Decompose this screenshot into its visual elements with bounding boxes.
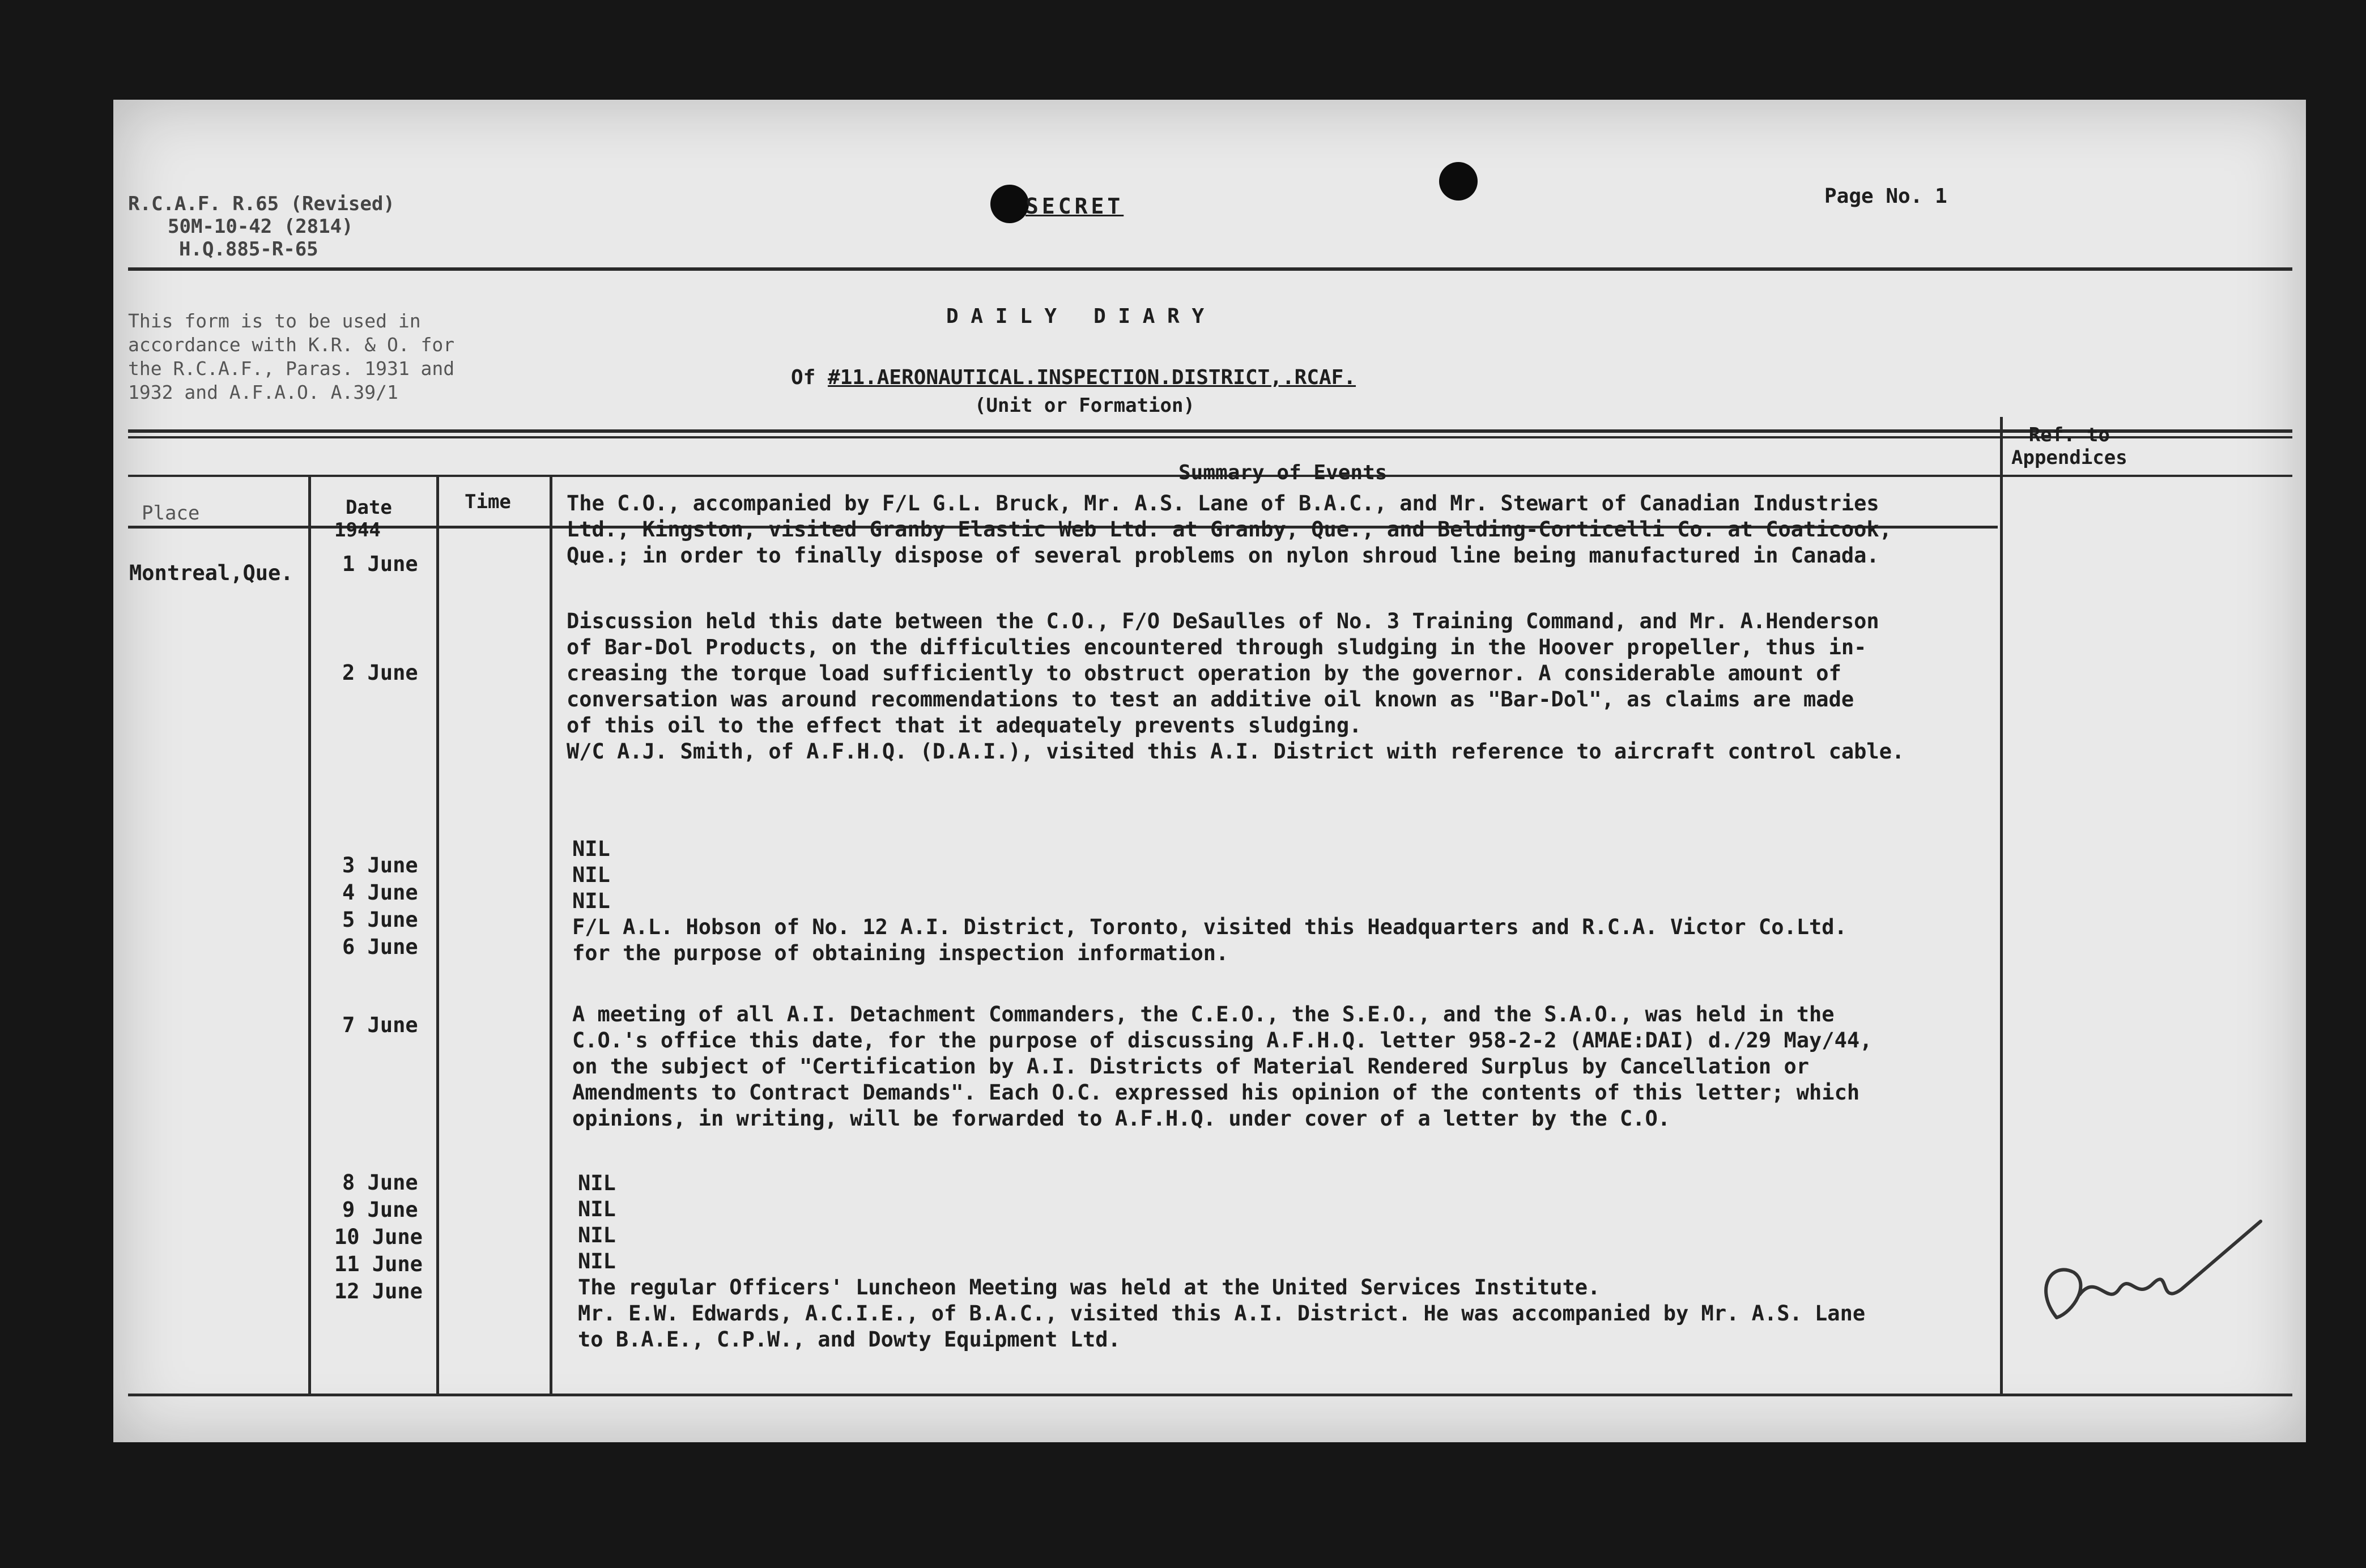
event-line: creasing the torque load sufficiently to obstruct operation by the governor. A considerable amount of: [567, 661, 1841, 685]
diary-title: D A I L Y D I A R Y: [946, 305, 1205, 328]
event-line: NIL: [578, 1223, 616, 1247]
handwritten-initials-signature: [2023, 1176, 2289, 1346]
date-cell: 3 June: [342, 853, 418, 877]
unit-line: [791, 366, 1356, 389]
event-line: Mr. E.W. Edwards, A.C.I.E., of B.A.C., visited this A.I. District. He was accompanied by Mr. A.S. Lane: [578, 1301, 1866, 1326]
column-header-ref: [2011, 424, 2127, 469]
column-divider-date: [436, 475, 439, 1394]
date-cell: 8 June: [342, 1170, 418, 1195]
event-line: A meeting of all A.I. Detachment Commanders, the C.E.O., the S.E.O., and the S.A.O., was held in the: [572, 1002, 1835, 1026]
event-line: conversation was around recommendations to test an additive oil known as "Bar-Dol", as claims are made: [567, 687, 1854, 711]
date-cell: 10 June: [334, 1225, 423, 1249]
event-line: F/L A.L. Hobson of No. 12 A.I. District, Toronto, visited this Headquarters and R.C.A. Victor Co.Ltd.: [572, 915, 1847, 939]
table-top-rule: [128, 436, 2292, 438]
header-rule: [128, 267, 2292, 271]
unit-prefix: Of: [791, 366, 816, 389]
date-cell: 11 June: [334, 1252, 423, 1276]
instruction-line: This form is to be used in: [128, 310, 421, 332]
diary-page: [113, 100, 2306, 1442]
date-cell: 2 June: [342, 661, 418, 685]
event-line: Amendments to Contract Demands". Each O.C. expressed his opinion of the contents of this letter; which: [572, 1080, 1860, 1105]
form-id: [128, 193, 395, 261]
column-header-year: 1944: [334, 519, 381, 542]
date-cell: 5 June: [342, 907, 418, 932]
event-line: NIL: [578, 1197, 616, 1221]
event-line: for the purpose of obtaining inspection information.: [572, 941, 1229, 965]
instruction-line: the R.C.A.F., Paras. 1931 and: [128, 357, 455, 380]
date-cell: 9 June: [342, 1198, 418, 1222]
date-cell: 4 June: [342, 880, 418, 905]
event-line: to B.A.E., C.P.W., and Dowty Equipment Ltd.: [578, 1327, 1121, 1352]
date-cell: 1 June: [342, 552, 418, 576]
form-id-line: R.C.A.F. R.65 (Revised): [128, 193, 395, 215]
form-id-line: 50M-10-42 (2814): [168, 215, 354, 238]
event-line: W/C A.J. Smith, of A.F.H.Q. (D.A.I.), visited this A.I. District with reference to aircraft control cable.: [567, 739, 1905, 764]
column-header-summary: Summary of Events: [1178, 461, 1388, 484]
instruction-line: 1932 and A.F.A.O. A.39/1: [128, 381, 398, 403]
date-cell: 12 June: [334, 1279, 423, 1303]
table-top-rule: [128, 429, 2292, 433]
event-line: of this oil to the effect that it adequately prevents sludging.: [567, 713, 1362, 738]
column-header-time: Time: [465, 491, 511, 513]
column-header-place: Place: [142, 502, 200, 525]
event-line: The C.O., accompanied by F/L G.L. Bruck, Mr. A.S. Lane of B.A.C., and Mr. Stewart of Canadian Industries: [567, 491, 1879, 515]
event-line: C.O.'s office this date, for the purpose of discussing A.F.H.Q. letter 958-2-2 (AMAE:DAI) d./29 May/44,: [572, 1028, 1873, 1053]
event-line: opinions, in writing, will be forwarded to A.F.H.Q. under cover of a letter by the C.O.: [572, 1106, 1671, 1131]
form-instructions: [128, 309, 454, 404]
event-line: NIL: [578, 1171, 616, 1195]
table-bottom-rule: [128, 1394, 2292, 1396]
event-line: on the subject of "Certification by A.I. Districts of Material Rendered Surplus by Cancellation or: [572, 1054, 1810, 1079]
unit-name: #11.AERONAUTICAL.INSPECTION.DISTRICT,.RCAF.: [828, 366, 1356, 389]
event-line: Que.; in order to finally dispose of several problems on nylon shroud line being manufactured in Canada.: [567, 543, 1879, 568]
place-cell: Montreal,Que.: [129, 561, 293, 585]
classification-label: SECRET: [1025, 194, 1124, 219]
date-cell: 7 June: [342, 1013, 418, 1037]
punch-hole-left: [990, 185, 1029, 223]
event-line: Ltd., Kingston, visited Granby Elastic Web Ltd. at Granby, Que., and Belding-Corticelli Co. at Coaticook,: [567, 517, 1892, 542]
ref-line: Appendices: [2011, 446, 2127, 469]
event-line: NIL: [578, 1249, 616, 1273]
event-line: NIL: [572, 863, 610, 887]
event-line: Discussion held this date between the C.O., F/O DeSaulles of No. 3 Training Command, and Mr. A.Henderson: [567, 609, 1879, 633]
punch-hole-right: [1439, 162, 1478, 201]
column-divider-place: [308, 475, 311, 1394]
event-line: The regular Officers' Luncheon Meeting was held at the United Services Institute.: [578, 1275, 1601, 1299]
column-divider-time: [550, 475, 552, 1394]
form-id-line: H.Q.885-R-65: [179, 238, 318, 261]
ref-line: Ref. to: [2028, 424, 2110, 446]
event-line: NIL: [572, 837, 610, 861]
date-cell: 6 June: [342, 935, 418, 959]
event-line: of Bar-Dol Products, on the difficulties encountered through sludging in the Hoover propeller, thus in-: [567, 635, 1867, 659]
column-header-date: Date: [346, 496, 392, 519]
unit-caption: (Unit or Formation): [975, 394, 1195, 417]
column-divider-summary: [2000, 417, 2003, 1394]
instruction-line: accordance with K.R. & O. for: [128, 334, 455, 356]
page-number: Page No. 1: [1824, 185, 1947, 208]
event-line: NIL: [572, 889, 610, 913]
